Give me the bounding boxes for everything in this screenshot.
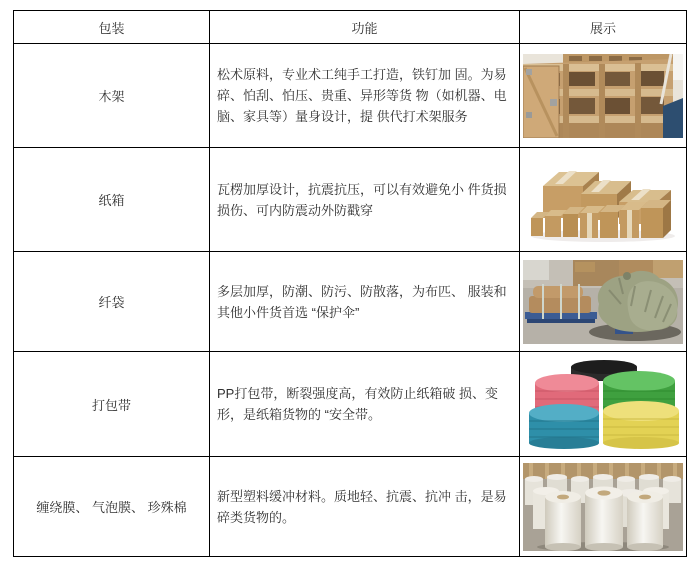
packaging-name: 缠绕膜、 气泡膜、 珍殊棉	[14, 457, 210, 557]
packaging-table	[13, 10, 687, 557]
packaging-name: 纤袋	[14, 252, 210, 352]
table-header-row	[14, 11, 687, 44]
header-packaging: 包装	[14, 11, 210, 44]
function-text: 瓦楞加厚设计，抗震抗压，可以有效避免小 件货损 损伤、可内防震动外防戳穿	[217, 181, 507, 218]
function-text: PP打包带，断裂强度高，有效防止纸箱破 损、变形，是纸箱货物的 “安全带。	[217, 386, 498, 422]
packaging-function	[210, 457, 520, 557]
table-row-stretch-film	[14, 457, 687, 557]
table-row-wooden-frame	[14, 44, 687, 148]
photo-cell	[520, 252, 687, 352]
table-row-strapping	[14, 352, 687, 457]
photo-cell	[520, 148, 687, 252]
function-text: 多层加厚，防潮、防污、防散落，为布匹、 服装和其他小件货首选 “保护伞”	[217, 283, 507, 320]
wooden-crates-photo	[523, 54, 683, 138]
table-row-fiber-bag	[14, 252, 687, 352]
stretch-film-rolls-photo	[523, 463, 683, 551]
photo-cell	[520, 457, 687, 557]
photo-cell	[520, 352, 687, 457]
function-text: 新型塑料缓冲材料。质地轻、抗震、抗冲 击，是易碎类货物的。	[217, 488, 507, 525]
packaging-name: 木架	[14, 44, 210, 148]
table-row-carton	[14, 148, 687, 252]
woven-bags-photo	[523, 260, 683, 344]
strapping-coils-photo	[523, 359, 683, 449]
cardboard-boxes-photo	[523, 156, 683, 244]
packaging-function	[210, 252, 520, 352]
photo-cell	[520, 44, 687, 148]
packaging-function	[210, 44, 520, 148]
packaging-name: 纸箱	[14, 148, 210, 252]
packaging-function	[210, 148, 520, 252]
header-function: 功能	[210, 11, 520, 44]
header-display: 展示	[520, 11, 687, 44]
packaging-name: 打包带	[14, 352, 210, 457]
packaging-function	[210, 352, 520, 457]
function-text: 松术原料，专业术工纯手工打造，铁钉加 固。为易碎、怕刮、怕压、贵重、异形等货 物（如机器、电脑、家具等）量身设计，提 供代打术架服务	[217, 67, 507, 124]
